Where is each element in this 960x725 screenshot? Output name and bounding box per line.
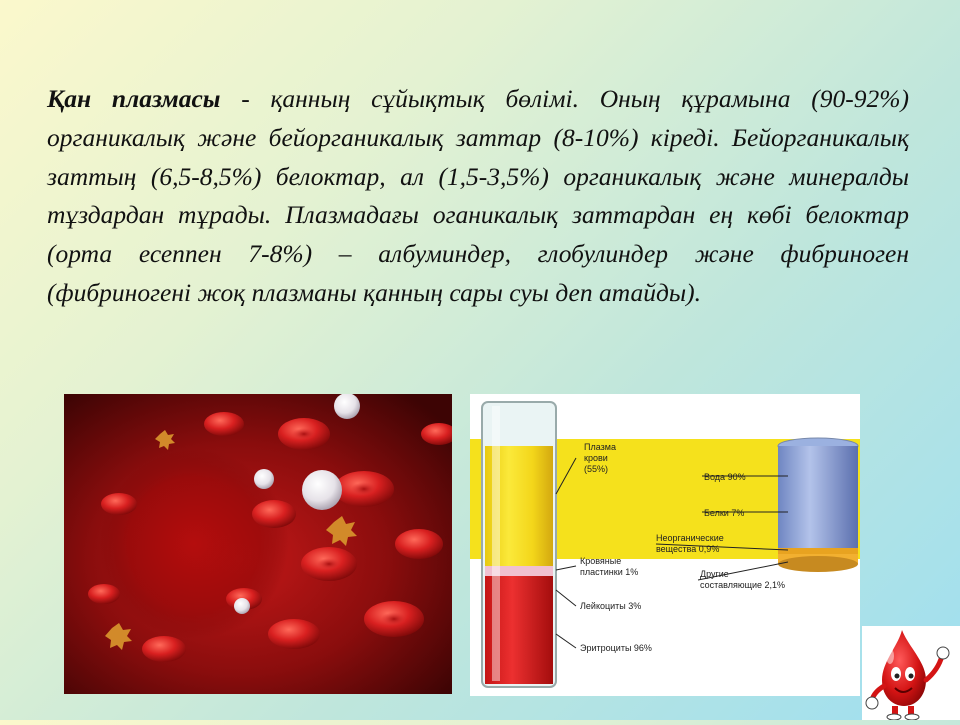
plasma-label-line2: крови bbox=[584, 453, 608, 463]
blood-composition-diagram bbox=[470, 394, 860, 696]
blood-drop-mascot bbox=[862, 626, 960, 720]
plasma-label-line1: Плазма bbox=[584, 442, 616, 452]
plasma-label-line3: (55%) bbox=[584, 464, 609, 474]
tubes-illustration bbox=[470, 394, 860, 696]
erythrocytes-label: Эритроциты 96% bbox=[580, 643, 652, 653]
term-lead: Қан плазмасы bbox=[47, 84, 221, 113]
other-label-line2: составляющие 2,1% bbox=[700, 580, 786, 590]
blood-cells-image bbox=[64, 394, 452, 694]
inorganic-label-line2: вещества 0,9% bbox=[656, 544, 720, 554]
water-label: Вода 90% bbox=[704, 472, 746, 482]
leukocytes-label: Лейкоциты 3% bbox=[580, 601, 642, 611]
platelets-label-line1: Кровяные bbox=[580, 556, 622, 566]
blood-drop-icon bbox=[862, 626, 960, 720]
description-body: - қанның сұйықтық бөлімі. Оның құрамына (90-92%) органикалық және бейорганикалық заттар (8-10%) кіреді. Бейорганикалық заттың (6,5-8,5%) белоктар, ал (1,5-3,5%) органикалық және минералды тұздардан тұрады. Плазмадағы оганикалық заттардан ең көбі белоктар (орта есеппен 7-8%) – албуминдер, глобулиндер және фибриноген (фибриногені жоқ плазманы қанның сары суы деп атайды). bbox=[47, 84, 909, 307]
platelets-label-line2: пластинки 1% bbox=[580, 567, 639, 577]
proteins-label: Белки 7% bbox=[704, 508, 745, 518]
other-label-line1: Другие bbox=[700, 569, 729, 579]
plasma-description bbox=[47, 80, 909, 313]
blood-cells-illustration bbox=[64, 394, 452, 694]
inorganic-label-line1: Неорганические bbox=[656, 533, 724, 543]
